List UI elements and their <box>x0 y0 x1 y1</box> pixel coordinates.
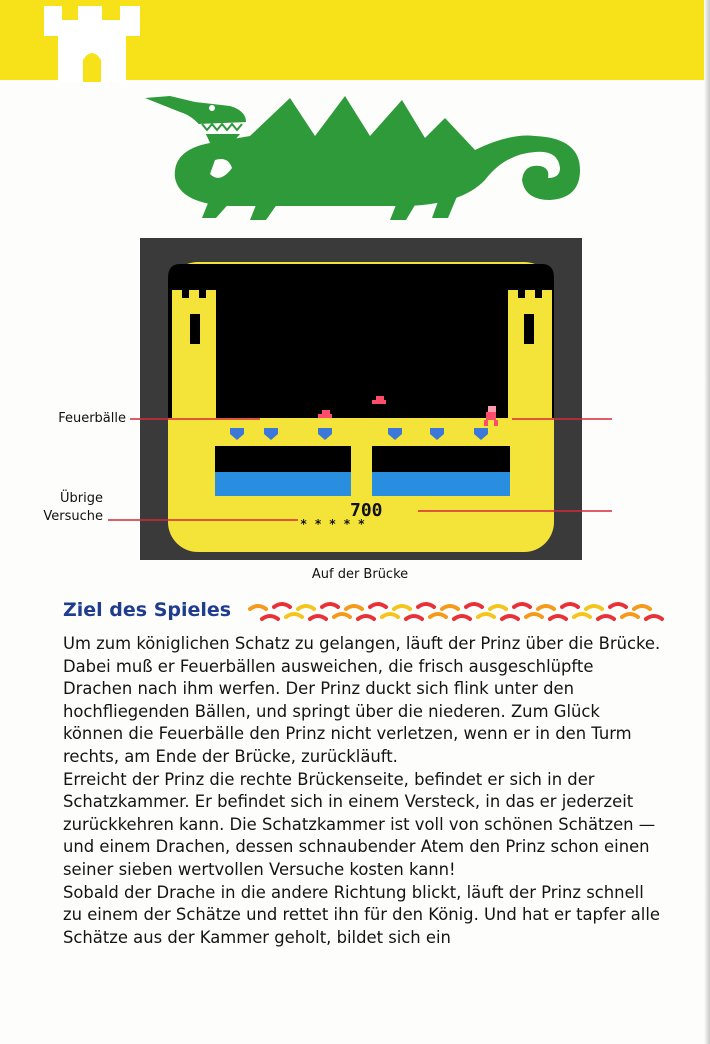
page-edge-shadow <box>704 0 710 1044</box>
figure-caption: Auf der Brücke <box>311 567 409 582</box>
paragraph: Erreicht der Prinz die rechte Brückenseite, befindet er sich in der Schatzkammer. Er befindet sich in einem Versteck, in das er jederzeit zurückkehren kann. Die Schatzkammer ist voll von schönen Schätzen — und einem Drachen, dessen schnaubender Atem den Prinz schon einen seiner sieben wertvollen Versuche kosten kann! <box>63 769 656 879</box>
green-dragon-icon <box>140 88 585 228</box>
right-tower <box>508 290 552 418</box>
section-title: Ziel des Spieles <box>63 599 232 621</box>
score-readout: 700 <box>350 500 383 521</box>
callout-remaining-tries: Übrige Versuche <box>43 491 103 524</box>
night-sky <box>168 264 554 418</box>
lives-indicator: * * * * * <box>300 517 366 531</box>
paragraph: Sobald der Drache in die andere Richtung blickt, läuft der Prinz schnell zu einem der Schätze und rettet ihn für den König. Und hat er tapfer alle Schätze aus der Kammer geholt, bildet sich ein <box>63 882 661 947</box>
left-tower <box>172 290 216 418</box>
callout-fireballs: Feuerbälle <box>58 411 126 426</box>
decorative-flames-border <box>246 601 666 625</box>
paragraph: Um zum königlichen Schatz zu gelangen, läuft der Prinz über die Brücke. Dabei muß er Feuerbällen ausweichen, die frisch ausgeschlüpfte Drachen nach ihm werfen. Der Prinz duckt sich flink unter den hochfliegenden Bällen, und springt über die niederen. Zum Glück können die Feuerbälle den Prinz nicht verletzen, wenn er in den Turm rechts, am Ende der Brücke, zurückläuft. <box>63 634 661 766</box>
body-text <box>63 633 663 949</box>
game-screenshot <box>140 238 582 560</box>
castle-tower-icon <box>44 6 140 82</box>
